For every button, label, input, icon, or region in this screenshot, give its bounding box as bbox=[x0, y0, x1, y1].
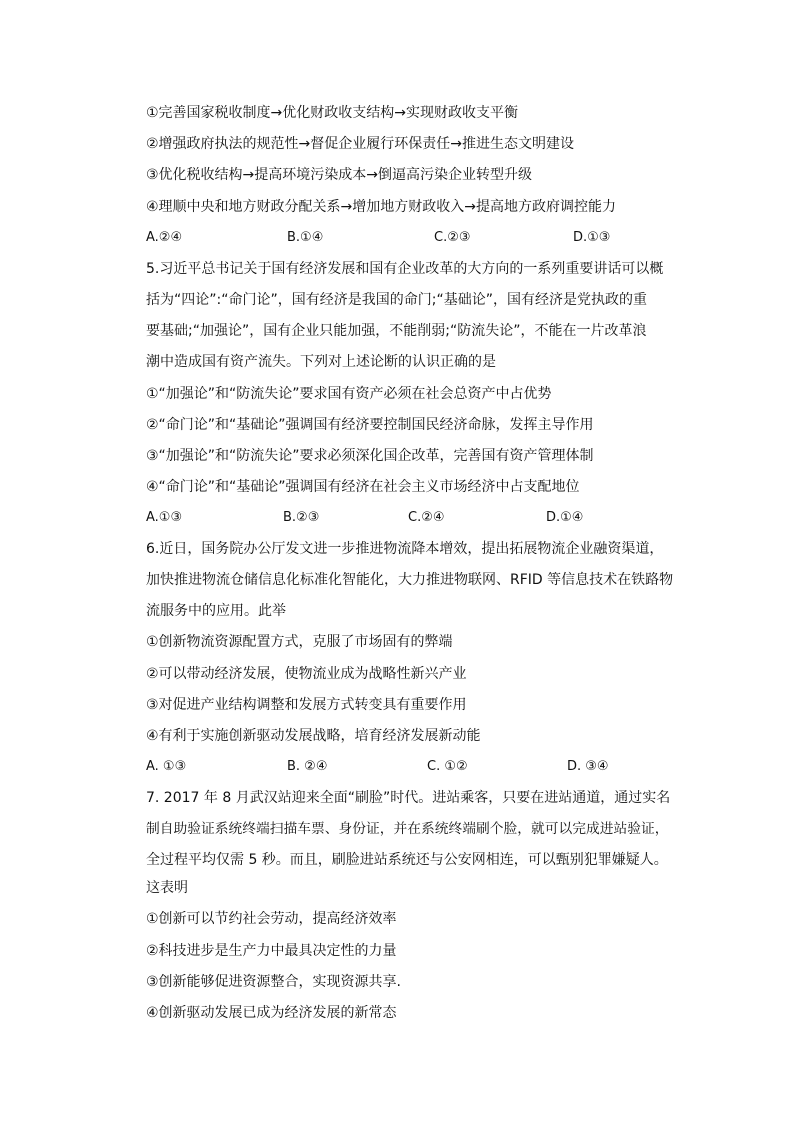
q4-options bbox=[146, 229, 676, 247]
q7-stem-line-2: 制自助验证系统终端扫描车票、身份证，并在系统终端刷个脸，就可以完成进站验证， bbox=[146, 821, 669, 837]
q6-item-3: ③对促进产业结构调整和发展方式转变具有重要作用 bbox=[146, 697, 467, 713]
q7-item-4: ④创新驱动发展已成为经济发展的新常态 bbox=[146, 1005, 397, 1021]
q6-stem-line-2: 加快推进物流仓储信息化标准化智能化，大力推进物联网、RFID 等信息技术在铁路物 bbox=[146, 572, 674, 588]
q5-stem-line-4: 潮中造成国有资产流失。下列对上述论断的认识正确的是 bbox=[146, 354, 496, 370]
q6-option-a: A. ①③ bbox=[146, 759, 187, 774]
q6-item-4: ④有利于实施创新驱动发展战略，培育经济发展新动能 bbox=[146, 728, 481, 744]
q6-option-d: D. ③④ bbox=[567, 759, 609, 774]
q6-options bbox=[146, 758, 676, 776]
q6-option-c: C. ①② bbox=[427, 759, 468, 774]
q7-item-1: ①创新可以节约社会劳动，提高经济效率 bbox=[146, 911, 397, 927]
q5-item-3: ③“加强论”和“防流失论”要求必须深化国企改革，完善国有资产管理体制 bbox=[146, 448, 594, 464]
q4-item-3: ③优化税收结构→提高环境污染成本→倒逼高污染企业转型升级 bbox=[146, 167, 533, 183]
q7-stem-line-3: 全过程平均仅需 5 秒。而且，刷脸进站系统还与公安网相连，可以甄别犯罪嫌疑人。 bbox=[146, 852, 668, 868]
q6-item-2: ②可以带动经济发展，使物流业成为战略性新兴产业 bbox=[146, 666, 467, 682]
q5-stem-line-1: 5.习近平总书记关于国有经济发展和国有企业改革的大方向的一系列重要讲话可以概 bbox=[146, 261, 664, 277]
q5-item-4: ④“命门论”和“基础论”强调国有经济在社会主义市场经济中占支配地位 bbox=[146, 479, 580, 495]
q6-item-1: ①创新物流资源配置方式，克服了市场固有的弊端 bbox=[146, 634, 453, 650]
q6-stem-line-1: 6.近日，国务院办公厅发文进一步推进物流降本增效，提出拓展物流企业融资渠道， bbox=[146, 541, 664, 557]
q5-option-c: C.②④ bbox=[408, 510, 445, 525]
q5-item-2: ②“命门论”和“基础论”强调国有经济要控制国民经济命脉，发挥主导作用 bbox=[146, 417, 594, 433]
q5-stem-line-2: 括为“四论”:“命门论”，国有经济是我国的命门;“基础论”，国有经济是党执政的重 bbox=[146, 292, 647, 308]
q5-options bbox=[146, 509, 676, 527]
q4-item-1: ①完善国家税收制度→优化财政收支结构→实现财政收支平衡 bbox=[146, 105, 519, 121]
q5-item-1: ①“加强论”和“防流失论”要求国有资产必须在社会总资产中占优势 bbox=[146, 386, 552, 402]
q4-option-d: D.①③ bbox=[573, 230, 611, 245]
q7-item-2: ②科技进步是生产力中最具决定性的力量 bbox=[146, 943, 397, 959]
q7-stem-line-1: 7. 2017 年 8 月武汉站迎来全面“刷脸”时代。进站乘客，只要在进站通道，通过实名 bbox=[146, 790, 671, 806]
q7-stem-line-4: 这表明 bbox=[146, 880, 188, 896]
q4-item-2: ②增强政府执法的规范性→督促企业履行环保责任→推进生态文明建设 bbox=[146, 136, 575, 152]
q4-option-a: A.②④ bbox=[146, 230, 183, 245]
q5-stem-line-3: 要基础;“加强论”，国有企业只能加强，不能削弱;“防流失论”，不能在一片改革浪 bbox=[146, 323, 647, 339]
q7-item-3: ③创新能够促进资源整合，实现资源共享. bbox=[146, 974, 401, 990]
q6-stem-line-3: 流服务中的应用。此举 bbox=[146, 603, 286, 619]
q5-option-b: B.②③ bbox=[283, 510, 320, 525]
q4-item-4: ④理顺中央和地方财政分配关系→增加地方财政收入→提高地方政府调控能力 bbox=[146, 199, 617, 215]
q5-option-a: A.①③ bbox=[146, 510, 183, 525]
q4-option-c: C.②③ bbox=[434, 230, 471, 245]
q6-option-b: B. ②④ bbox=[287, 759, 328, 774]
q4-option-b: B.①④ bbox=[287, 230, 324, 245]
q5-option-d: D.①④ bbox=[546, 510, 584, 525]
